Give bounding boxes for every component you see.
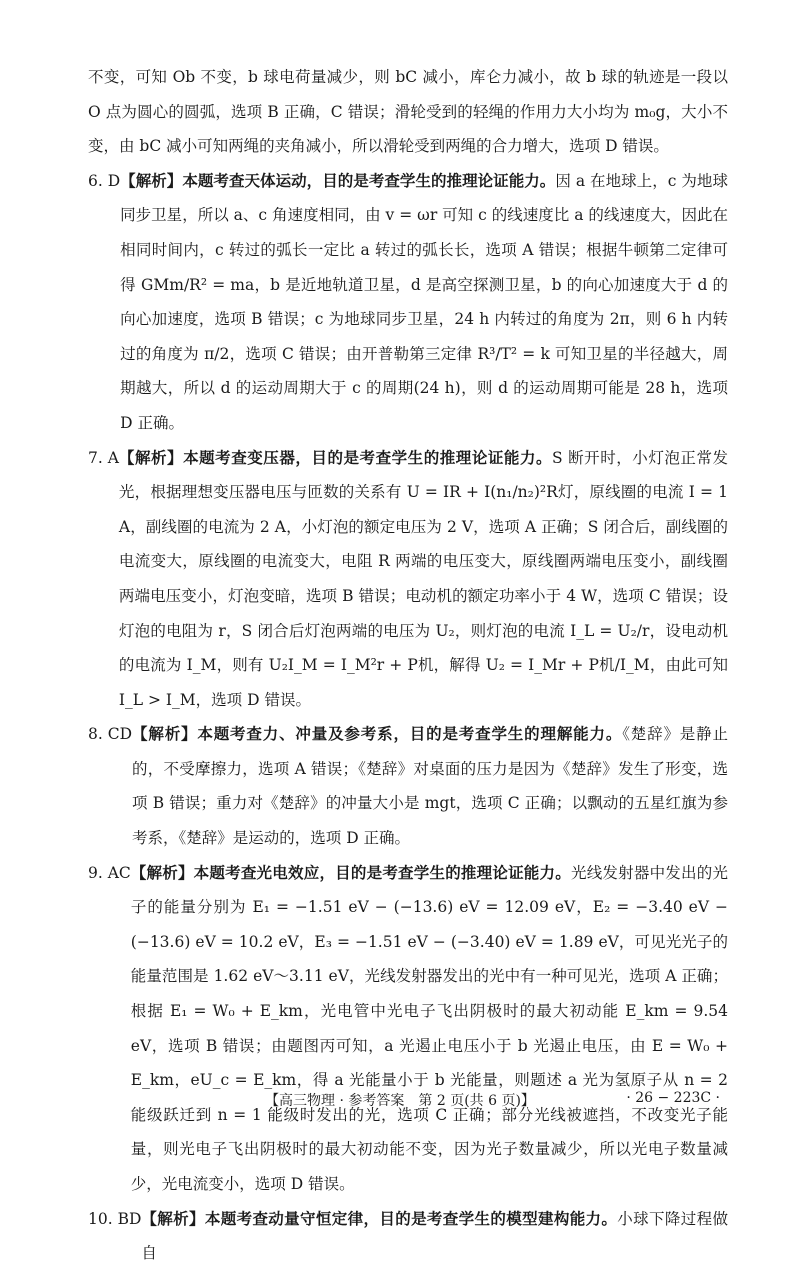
solution-body: 光线发射器中发出的光子的能量分别为 E₁ = −1.51 eV − (−13.6) eV = 12.09 eV，E₂ = −3.40 eV − (−13.6) eV = 10.2 eV，E₃ = −1.51 eV − (−3.40) eV = 1.89 eV，可见光光子的能量范围是 1.62 eV～3.11 eV，光线发射器发出的光中有一种可见光，选项 A 正确；根据 E₁ = W₀ + E_km，光电管中光电子飞出阴极时的最大初动能 E_km = 9.54 eV，选项 B 错误；由题图丙可知，a 光遏止电压小于 b 光遏止电压，由 E = W₀ + E_km，eU_c = E_km，得 a 光能量小于 b 光能量，则题述 a 光为氢原子从 n = 2 能级跃迁到 n = 1 能级时发出的光，选项 C 正确；部分光线被遮挡，不改变光子能量，则光电子飞出阴极时的最大初动能不变，因为光子数量减少，所以光电子数量减少，光电流变小，选项 D 错误。: [130, 863, 728, 1193]
item-number: 8. CD: [88, 725, 133, 744]
analysis-tag: 【解析】: [118, 448, 184, 467]
analysis-tag: 【解析】: [141, 1209, 205, 1228]
topic-lead: 本题考查变压器，目的是考查学生的推理论证能力。: [183, 448, 553, 467]
solution-body: 小球下降过程做自: [141, 1209, 728, 1263]
analysis-tag: 【解析】: [120, 171, 183, 190]
topic-lead: 本题考查天体运动，目的是考查学生的推理论证能力。: [182, 171, 556, 190]
solution-item-9: [88, 856, 728, 1202]
solution-item-6: [88, 164, 728, 441]
solution-body: 因 a 在地球上，c 为地球同步卫星，所以 a、c 角速度相同，由 v = ωr 可知 c 的线速度比 a 的线速度大，因此在相同时间内，c 转过的弧长一定比 a 转过的弧长长，选项 A 错误；根据牛顿第二定律可得 GMm/R² = ma，b 是近地轨道卫星，d 是高空探测卫星，b 的向心加速度大于 d 的向心加速度，选项 B 错误；c 为地球同步卫星，24 h 内转过的角度为 2π，则 6 h 内转过的角度为 π/2，选项 C 错误；由开普勒第三定律 R³/T² = k 可知卫星的半径越大，周期越大，所以 d 的运动周期大于 c 的周期(24 h)，则 d 的运动周期可能是 28 h，选项 D 正确。: [120, 171, 728, 432]
solution-item-8: [88, 717, 728, 855]
solution-body: S 断开时，小灯泡正常发光，根据理想变压器电压与匝数的关系有 U = IR + I(n₁/n₂)²R灯，原线圈的电流 I = 1 A，副线圈的电流为 2 A，小灯泡的额定电压为 2 V，选项 A 正确；S 闭合后，副线圈的电流变大，原线圈的电流变大，电阻 R 两端的电压变大，原线圈两端电压变小，副线圈两端电压变小，灯泡变暗，选项 B 错误；电动机的额定功率小于 4 W，选项 C 错误；设灯泡的电阻为 r，S 闭合后灯泡两端的电压为 U₂，则灯泡的电流 I_L = U₂/r，设电动机的电流为 I_M，则有 U₂I_M = I_M²r + P机，解得 U₂ = I_Mr + P机/I_M，由此可知 I_L > I_M，选项 D 错误。: [118, 448, 728, 709]
item-number: 10. BD: [88, 1209, 142, 1228]
topic-lead: 本题考查力、冲量及参考系，目的是考查学生的理解能力。: [197, 725, 623, 744]
solution-item-7: [88, 441, 728, 718]
topic-lead: 本题考查光电效应，目的是考查学生的推理论证能力。: [193, 863, 571, 882]
solution-item-10: [88, 1202, 728, 1271]
analysis-tag: 【解析】: [130, 863, 194, 882]
continuation-paragraph: 不变，可知 Ob 不变，b 球电荷量减少，则 bC 减小，库仑力减小，故 b 球的轨迹是一段以 O 点为圆心的圆弧，选项 B 正确，C 错误；滑轮受到的轻绳的作用力大小均为 m₀g，大小不变，由 bC 减小可知两绳的夹角减小，所以滑轮受到两绳的合力增大，选项 D 错误。: [88, 68, 728, 156]
item-number: 9. AC: [88, 863, 131, 882]
footer-title: 【高三物理 · 参考答案 第 2 页(共 6 页)】: [265, 1093, 535, 1109]
topic-lead: 本题考查动量守恒定律，目的是考查学生的模型建构能力。: [204, 1209, 618, 1228]
solution-body: 《楚辞》是静止的，不受摩擦力，选项 A 错误；《楚辞》对桌面的压力是因为《楚辞》发生了形变，选项 B 错误；重力对《楚辞》的冲量大小是 mgt，选项 C 正确；以飘动的五星红旗为参考系，《楚辞》是运动的，选项 D 正确。: [132, 725, 728, 848]
footer-code: · 26 − 223C ·: [626, 1090, 720, 1106]
page-footer: [0, 1090, 800, 1110]
item-number: 6. D: [88, 171, 121, 190]
item-number: 7. A: [88, 448, 119, 467]
analysis-tag: 【解析】: [132, 725, 198, 744]
